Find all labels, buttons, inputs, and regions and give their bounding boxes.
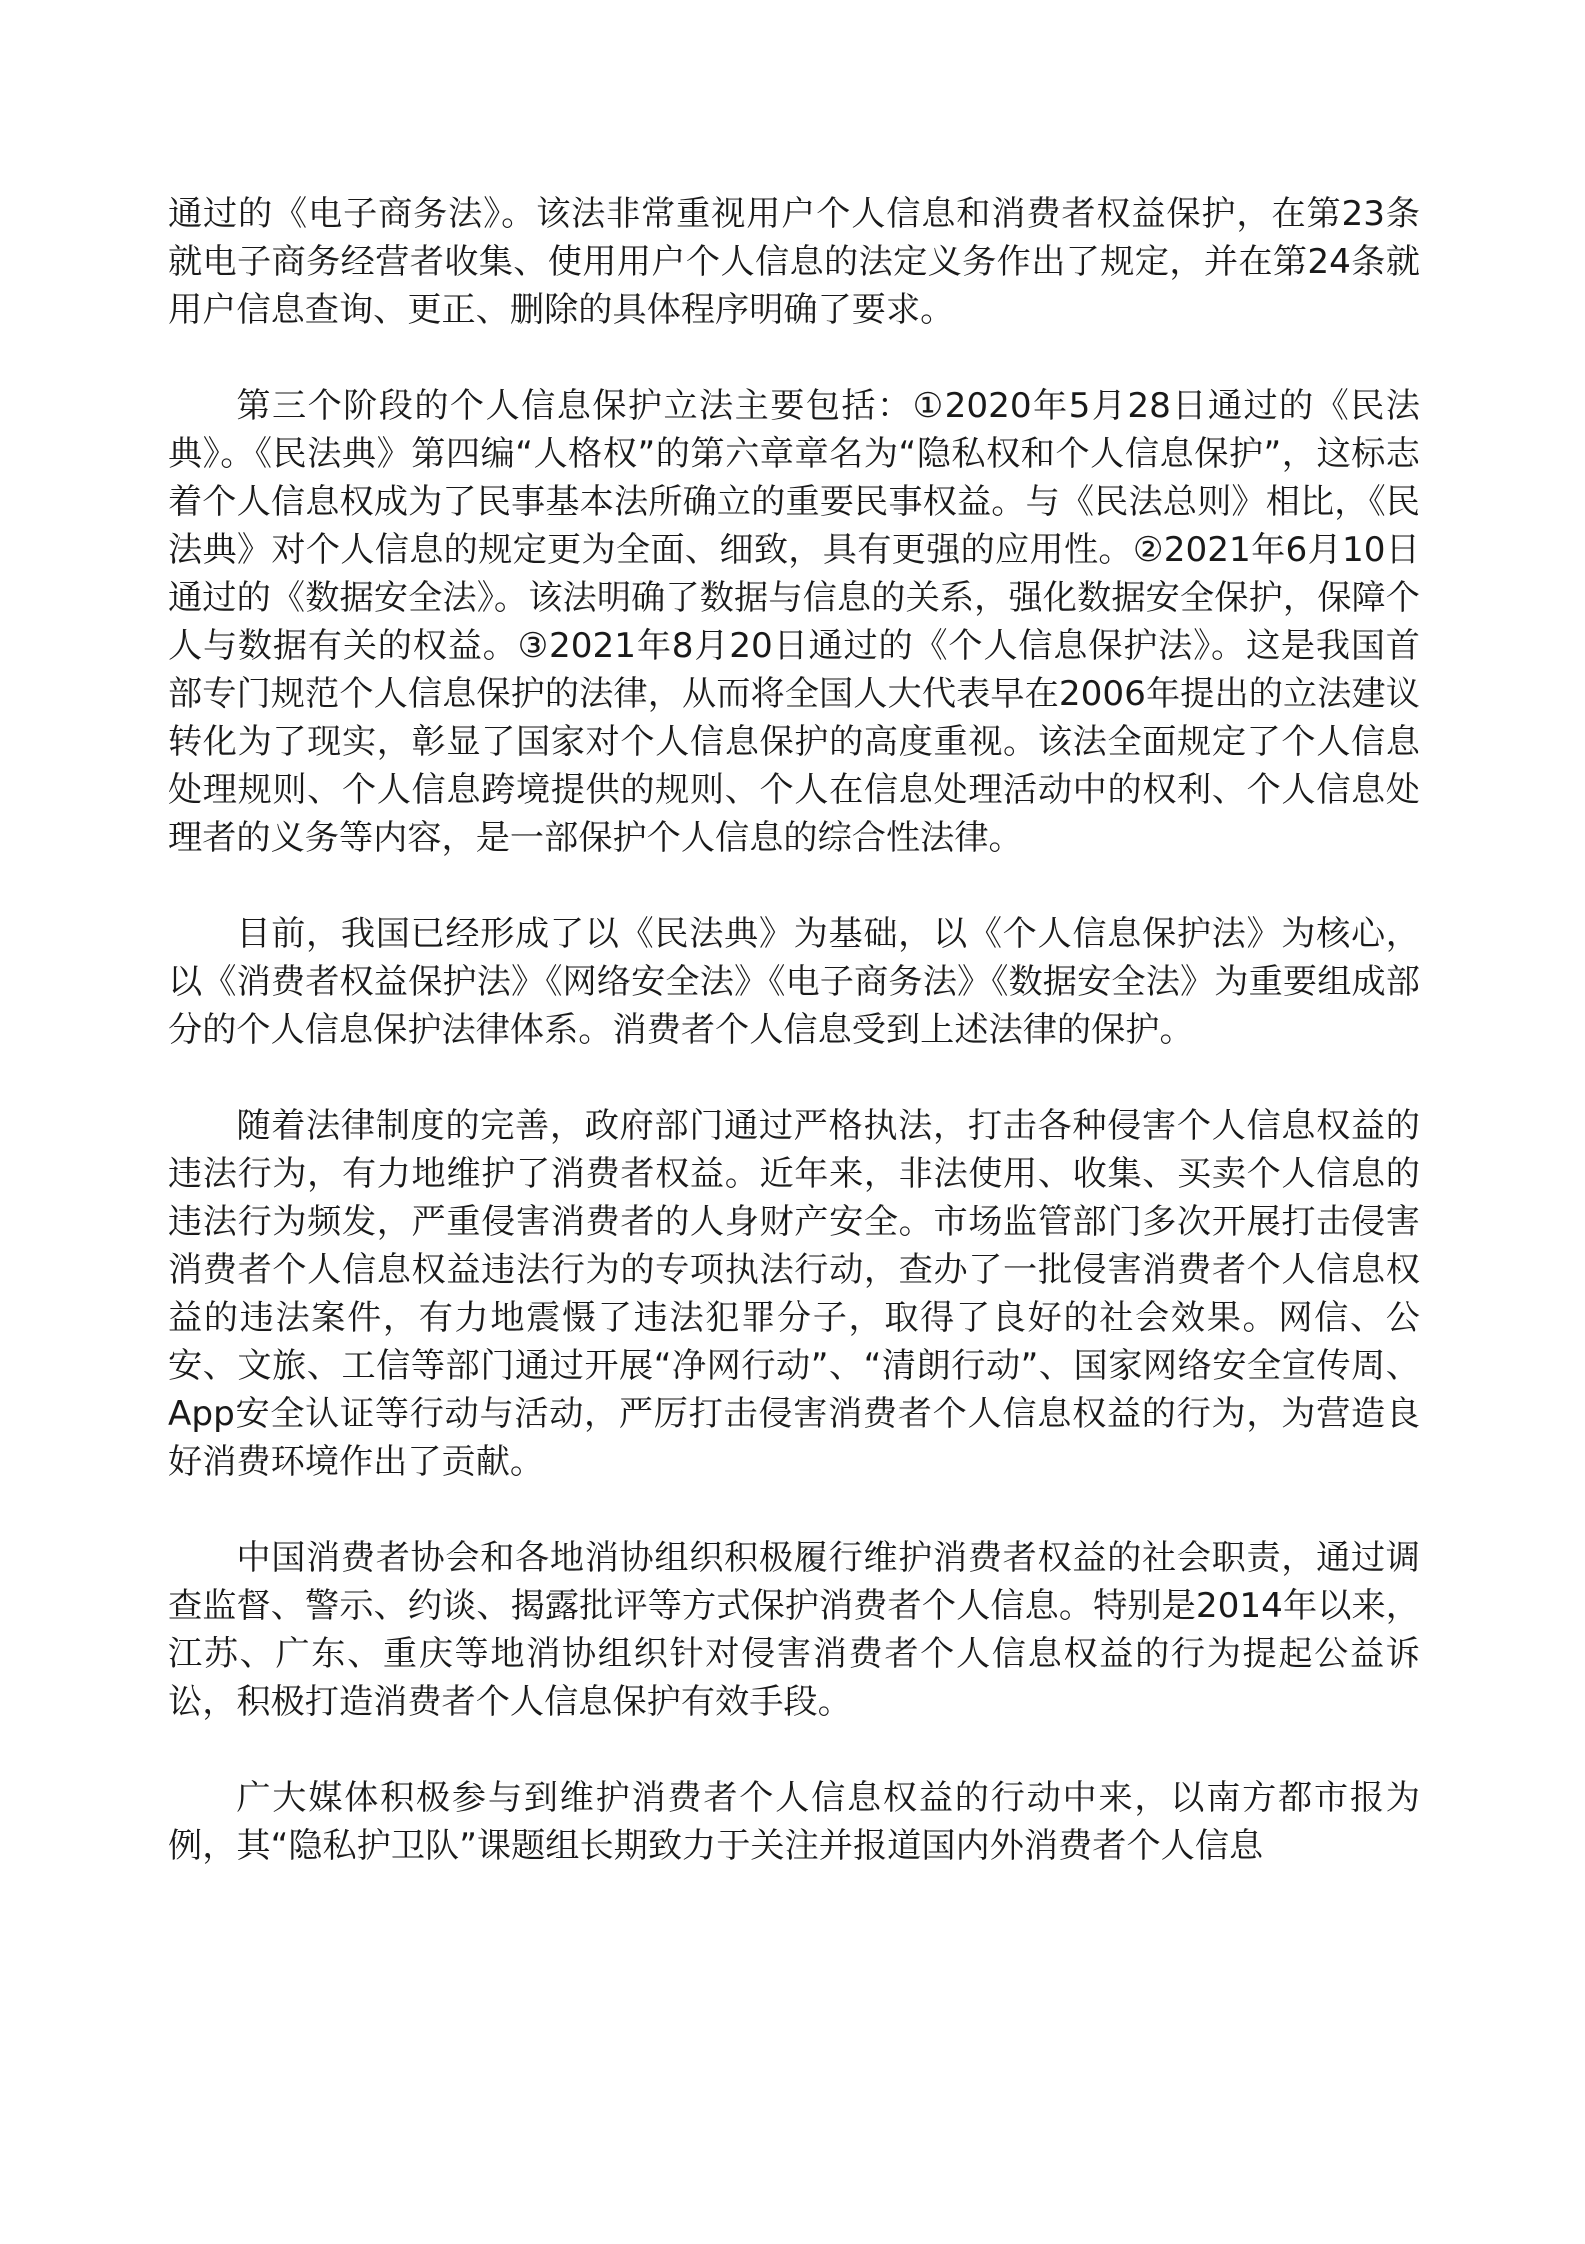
paragraph-consumer-association: 中国消费者协会和各地消协组织积极履行维护消费者权益的社会职责，通过调查监督、警示、约谈、揭露批评等方式保护消费者个人信息。特别是2014年以来，江苏、广东、重庆等地消协组织针对侵害消费者个人信息权益的行为提起公益诉讼，积极打造消费者个人信息保护有效手段。 [168, 1538, 1420, 1722]
document-body [168, 190, 1420, 1918]
paragraph-third-stage-legislation: 第三个阶段的个人信息保护立法主要包括：①2020年5月28日通过的《民法典》。《民法典》第四编“人格权”的第六章章名为“隐私权和个人信息保护”，这标志着个人信息权成为了民事基本法所确立的重要民事权益。与《民法总则》相比，《民法典》对个人信息的规定更为全面、细致，具有更强的应用性。②2021年6月10日通过的《数据安全法》。该法明确了数据与信息的关系，强化数据安全保护，保障个人与数据有关的权益。③2021年8月20日通过的《个人信息保护法》。这是我国首部专门规范个人信息保护的法律，从而将全国人大代表早在2006年提出的立法建议转化为了现实，彰显了国家对个人信息保护的高度重视。该法全面规定了个人信息处理规则、个人信息跨境提供的规则、个人在信息处理活动中的权利、个人信息处理者的义务等内容，是一部保护个人信息的综合性法律。 [168, 386, 1420, 858]
paragraph-ecommerce-law: 通过的《电子商务法》。该法非常重视用户个人信息和消费者权益保护，在第23条就电子商务经营者收集、使用用户个人信息的法定义务作出了规定，并在第24条就用户信息查询、更正、删除的具体程序明确了要求。 [168, 194, 1420, 330]
paragraph-legal-system: 目前，我国已经形成了以《民法典》为基础，以《个人信息保护法》为核心，以《消费者权益保护法》《网络安全法》《电子商务法》《数据安全法》为重要组成部分的个人信息保护法律体系。消费者个人信息受到上述法律的保护。 [168, 914, 1420, 1050]
paragraph-media-participation: 广大媒体积极参与到维护消费者个人信息权益的行动中来，以南方都市报为例，其“隐私护卫队”课题组长期致力于关注并报道国内外消费者个人信息 [168, 1778, 1420, 1866]
paragraph-government-enforcement: 随着法律制度的完善，政府部门通过严格执法，打击各种侵害个人信息权益的违法行为，有力地维护了消费者权益。近年来，非法使用、收集、买卖个人信息的违法行为频发，严重侵害消费者的人身财产安全。市场监管部门多次开展打击侵害消费者个人信息权益违法行为的专项执法行动，查办了一批侵害消费者个人信息权益的违法案件，有力地震慑了违法犯罪分子，取得了良好的社会效果。网信、公安、文旅、工信等部门通过开展“净网行动”、“清朗行动”、国家网络安全宣传周、App安全认证等行动与活动，严厉打击侵害消费者个人信息权益的行为，为营造良好消费环境作出了贡献。 [168, 1106, 1420, 1482]
